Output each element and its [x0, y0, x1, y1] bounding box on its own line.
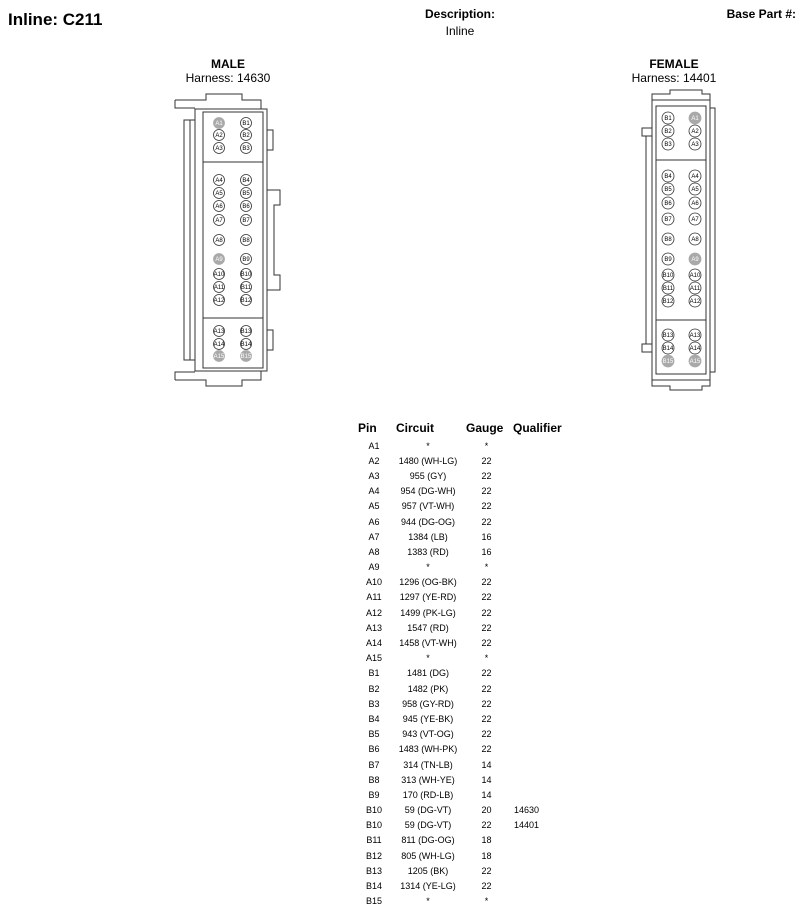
pin-cell: B9: [368, 789, 380, 800]
circuit-cell: 957 (VT-WH): [401, 501, 455, 512]
table-row: [355, 681, 574, 696]
pin-table-body: [355, 438, 574, 909]
table-row: [355, 803, 574, 818]
male-pin-label: B6: [242, 204, 250, 211]
table-row: [355, 651, 574, 666]
table-row: [355, 878, 574, 893]
female-pin-label: A15: [689, 359, 701, 366]
female-pin-label: A7: [691, 217, 699, 224]
male-pin-label: B11: [240, 285, 252, 292]
male-pin-label: B10: [240, 272, 252, 279]
circuit-cell: 943 (VT-OG): [402, 729, 454, 740]
female-pin-grid: [662, 112, 701, 367]
gauge-cell: 22: [481, 668, 492, 679]
table-row: [355, 529, 574, 544]
gauge-cell: 22: [481, 455, 492, 466]
table-row: [355, 484, 574, 499]
qualifier-cell: [510, 590, 574, 605]
gauge-cell: 22: [481, 713, 492, 724]
male-pin-label: B3: [242, 146, 250, 153]
pin-cell: B4: [368, 713, 380, 724]
male-pin-grid: [214, 118, 252, 362]
pin-cell: B7: [368, 759, 380, 770]
female-pin-label: B10: [662, 273, 674, 280]
qualifier-cell: [510, 484, 574, 499]
qualifier-cell: [510, 696, 574, 711]
male-pin-label: B12: [240, 298, 252, 305]
gauge-cell: 22: [481, 638, 492, 649]
male-connector-diagram: [170, 90, 290, 390]
circuit-cell: 954 (DG-WH): [400, 486, 456, 497]
male-pin-label: A7: [215, 218, 223, 225]
connector-title: Inline: C211: [8, 10, 103, 29]
circuit-cell: 945 (YE-BK): [402, 713, 454, 724]
circuit-cell: 1547 (RD): [407, 622, 449, 633]
table-row: [355, 590, 574, 605]
female-pin-label: B9: [664, 257, 672, 264]
gauge-cell: 14: [481, 774, 492, 785]
pin-cell: A15: [365, 653, 382, 664]
qualifier-cell: [510, 787, 574, 802]
male-pin-label: A14: [213, 342, 225, 349]
circuit-cell: 313 (WH-YE): [401, 774, 455, 785]
qualifier-cell: [510, 863, 574, 878]
table-row: [355, 605, 574, 620]
pin-cell: B13: [365, 865, 382, 876]
male-connector-title: MALE: [211, 57, 245, 71]
qualifier-cell: [510, 575, 574, 590]
qualifier-cell: [510, 681, 574, 696]
circuit-cell: 59 (DG-VT): [404, 820, 452, 831]
gauge-cell: 22: [481, 516, 492, 527]
female-pin-label: A5: [691, 187, 699, 194]
female-pin-label: B6: [664, 201, 672, 208]
female-pin-label: B11: [662, 286, 674, 293]
pin-column-header: Pin: [358, 421, 377, 435]
qualifier-cell: [510, 620, 574, 635]
male-pin-label: A4: [215, 178, 223, 185]
male-pin-label: A15: [213, 354, 225, 361]
table-row: [355, 499, 574, 514]
male-pin-label: B1: [242, 121, 250, 128]
gauge-column-header: Gauge: [466, 421, 504, 435]
table-row: [355, 848, 574, 863]
gauge-cell: 22: [481, 729, 492, 740]
pin-table-header: [355, 421, 574, 438]
male-pin-label: A1: [215, 121, 223, 128]
circuit-cell: *: [426, 653, 430, 664]
male-pin-label: B2: [242, 133, 250, 140]
qualifier-cell: [510, 894, 574, 909]
gauge-cell: 16: [481, 546, 492, 557]
qualifier-cell: [510, 514, 574, 529]
gauge-cell: 22: [481, 744, 492, 755]
gauge-cell: *: [484, 896, 489, 907]
gauge-cell: 22: [481, 683, 492, 694]
circuit-cell: 955 (GY): [409, 470, 447, 481]
gauge-cell: 22: [481, 698, 492, 709]
pin-cell: B10: [365, 805, 382, 816]
female-pin-label: B13: [662, 333, 674, 340]
qualifier-cell: [510, 468, 574, 483]
table-row: [355, 575, 574, 590]
male-connector-body: [175, 94, 280, 386]
pin-cell: B15: [365, 896, 382, 907]
qualifier-cell: [510, 438, 574, 453]
pin-cell: B10: [365, 820, 382, 831]
female-pin-label: A6: [691, 201, 699, 208]
table-row: [355, 635, 574, 650]
pin-cell: A7: [368, 531, 380, 542]
male-pin-label: B15: [240, 354, 252, 361]
pin-cell: B2: [368, 683, 380, 694]
qualifier-cell: [510, 727, 574, 742]
female-connector-title: FEMALE: [649, 57, 699, 71]
circuit-cell: 314 (TN-LB): [403, 759, 453, 770]
male-pin-label: B9: [242, 257, 250, 264]
male-pin-label: B5: [242, 191, 250, 198]
gauge-cell: 22: [481, 607, 492, 618]
male-pin-label: A5: [215, 191, 223, 198]
qualifier-cell: [510, 544, 574, 559]
male-pin-label: A9: [215, 257, 223, 264]
pin-cell: A1: [368, 440, 380, 451]
gauge-cell: *: [484, 440, 489, 451]
pin-cell: A8: [368, 546, 380, 557]
pin-cell: A10: [365, 577, 382, 588]
circuit-cell: 1314 (YE-LG): [400, 881, 456, 892]
circuit-cell: 1482 (PK): [407, 683, 449, 694]
male-pin-label: B14: [240, 342, 252, 349]
gauge-cell: 22: [481, 881, 492, 892]
table-row: [355, 666, 574, 681]
female-pin-label: B2: [664, 129, 672, 136]
pin-cell: B8: [368, 774, 380, 785]
table-row: [355, 818, 574, 833]
female-harness-label: Harness: 14401: [631, 71, 717, 85]
female-pin-label: A8: [691, 237, 699, 244]
circuit-cell: 1384 (LB): [408, 531, 448, 542]
pin-cell: A5: [368, 501, 380, 512]
circuit-cell: 1205 (BK): [407, 865, 449, 876]
gauge-cell: *: [484, 653, 489, 664]
table-row: [355, 544, 574, 559]
female-pin-label: B8: [664, 237, 672, 244]
qualifier-cell: 14630: [514, 805, 540, 816]
female-pin-label: B12: [662, 299, 674, 306]
circuit-cell: 1297 (YE-RD): [399, 592, 457, 603]
qualifier-cell: 14401: [514, 820, 540, 831]
female-pin-label: B15: [662, 359, 674, 366]
qualifier-cell: [510, 772, 574, 787]
male-harness-label: Harness: 14630: [185, 71, 271, 85]
table-row: [355, 757, 574, 772]
description-label: Description:: [424, 7, 495, 21]
male-pin-label: B4: [242, 178, 250, 185]
qualifier-cell: [510, 605, 574, 620]
pin-cell: B14: [365, 881, 382, 892]
female-pin-label: A14: [689, 346, 701, 353]
table-row: [355, 772, 574, 787]
gauge-cell: 14: [481, 759, 492, 770]
circuit-cell: 1499 (PK-LG): [400, 607, 456, 618]
qualifier-cell: [510, 453, 574, 468]
pin-cell: A11: [366, 592, 382, 603]
qualifier-cell: [510, 711, 574, 726]
female-pin-label: B1: [664, 116, 672, 123]
female-connector-diagram: [632, 88, 722, 393]
circuit-cell: *: [426, 440, 430, 451]
female-pin-label: A13: [689, 333, 701, 340]
female-pin-label: A12: [689, 299, 701, 306]
table-row: [355, 468, 574, 483]
table-row: [355, 742, 574, 757]
gauge-cell: 22: [481, 486, 492, 497]
circuit-cell: *: [426, 896, 430, 907]
female-pin-label: A3: [691, 142, 699, 149]
circuit-column-header: Circuit: [396, 421, 435, 435]
gauge-cell: *: [484, 562, 489, 573]
pin-cell: B6: [368, 744, 380, 755]
gauge-cell: 14: [481, 789, 492, 800]
table-row: [355, 863, 574, 878]
gauge-cell: 22: [481, 501, 492, 512]
pin-cell: A13: [365, 622, 382, 633]
table-row: [355, 894, 574, 909]
pin-table: [355, 421, 574, 909]
table-row: [355, 787, 574, 802]
circuit-cell: 1481 (DG): [406, 668, 450, 679]
male-pin-label: A6: [215, 204, 223, 211]
male-pin-label: A10: [213, 272, 225, 279]
pin-cell: A4: [368, 486, 380, 497]
gauge-cell: 22: [481, 577, 492, 588]
qualifier-cell: [510, 635, 574, 650]
base-part-label: Base Part #:: [726, 7, 796, 21]
female-pin-label: A10: [689, 273, 701, 280]
qualifier-cell: [510, 742, 574, 757]
gauge-cell: 18: [481, 835, 492, 846]
pin-cell: A2: [368, 455, 380, 466]
qualifier-cell: [510, 666, 574, 681]
circuit-cell: 805 (WH-LG): [401, 850, 455, 861]
female-pin-label: A9: [691, 257, 699, 264]
table-row: [355, 711, 574, 726]
male-pin-label: B13: [240, 329, 252, 336]
circuit-cell: 170 (RD-LB): [402, 789, 454, 800]
female-pin-label: A2: [691, 129, 699, 136]
pin-cell: A3: [368, 470, 380, 481]
pin-cell: B12: [365, 850, 382, 861]
pin-cell: B5: [368, 729, 380, 740]
table-row: [355, 514, 574, 529]
description-value: Inline: [445, 24, 475, 38]
pin-cell: B1: [368, 668, 380, 679]
qualifier-cell: [510, 833, 574, 848]
male-pin-label: A8: [215, 238, 223, 245]
female-pin-label: B3: [664, 142, 672, 149]
pin-cell: A6: [368, 516, 380, 527]
gauge-cell: 22: [481, 820, 492, 831]
gauge-cell: 20: [481, 805, 492, 816]
pin-cell: A12: [365, 607, 382, 618]
pin-cell: A9: [368, 562, 380, 573]
female-pin-label: B7: [664, 217, 672, 224]
gauge-cell: 22: [481, 622, 492, 633]
table-row: [355, 620, 574, 635]
male-pin-label: A12: [213, 298, 225, 305]
gauge-cell: 22: [481, 865, 492, 876]
male-pin-label: B8: [242, 238, 250, 245]
male-pin-label: A11: [213, 285, 225, 292]
circuit-cell: 59 (DG-VT): [404, 805, 452, 816]
qualifier-cell: [510, 499, 574, 514]
circuit-cell: 1296 (OG-BK): [399, 577, 457, 588]
gauge-cell: 22: [481, 470, 492, 481]
circuit-cell: 1383 (RD): [407, 546, 449, 557]
qualifier-cell: [510, 848, 574, 863]
gauge-cell: 22: [481, 592, 492, 603]
table-row: [355, 727, 574, 742]
table-row: [355, 453, 574, 468]
qualifier-cell: [510, 529, 574, 544]
pin-cell: B3: [368, 698, 380, 709]
qualifier-cell: [510, 651, 574, 666]
male-pin-label: A13: [213, 329, 225, 336]
pin-cell: B11: [366, 835, 382, 846]
qualifier-cell: [510, 757, 574, 772]
qualifier-column-header: Qualifier: [513, 421, 562, 435]
female-pin-label: B5: [664, 187, 672, 194]
table-row: [355, 438, 574, 453]
male-pin-label: B7: [242, 218, 250, 225]
qualifier-cell: [510, 560, 574, 575]
circuit-cell: 1458 (VT-WH): [399, 638, 457, 649]
gauge-cell: 16: [481, 531, 492, 542]
circuit-cell: *: [426, 562, 430, 573]
pin-cell: A14: [365, 638, 382, 649]
circuit-cell: 1480 (WH-LG): [398, 455, 458, 466]
male-pin-label: A2: [215, 133, 223, 140]
female-pin-label: B14: [662, 346, 674, 353]
circuit-cell: 958 (GY-RD): [402, 698, 454, 709]
qualifier-cell: [510, 878, 574, 893]
female-pin-label: A4: [691, 174, 699, 181]
gauge-cell: 18: [481, 850, 492, 861]
table-row: [355, 833, 574, 848]
circuit-cell: 944 (DG-OG): [400, 516, 455, 527]
male-pin-label: A3: [215, 146, 223, 153]
female-pin-label: A11: [689, 286, 701, 293]
female-pin-label: A1: [691, 116, 699, 123]
table-row: [355, 696, 574, 711]
circuit-cell: 1483 (WH-PK): [398, 744, 458, 755]
table-row: [355, 560, 574, 575]
circuit-cell: 811 (DG-OG): [401, 835, 455, 846]
female-connector-body: [642, 90, 715, 390]
female-pin-label: B4: [664, 174, 672, 181]
